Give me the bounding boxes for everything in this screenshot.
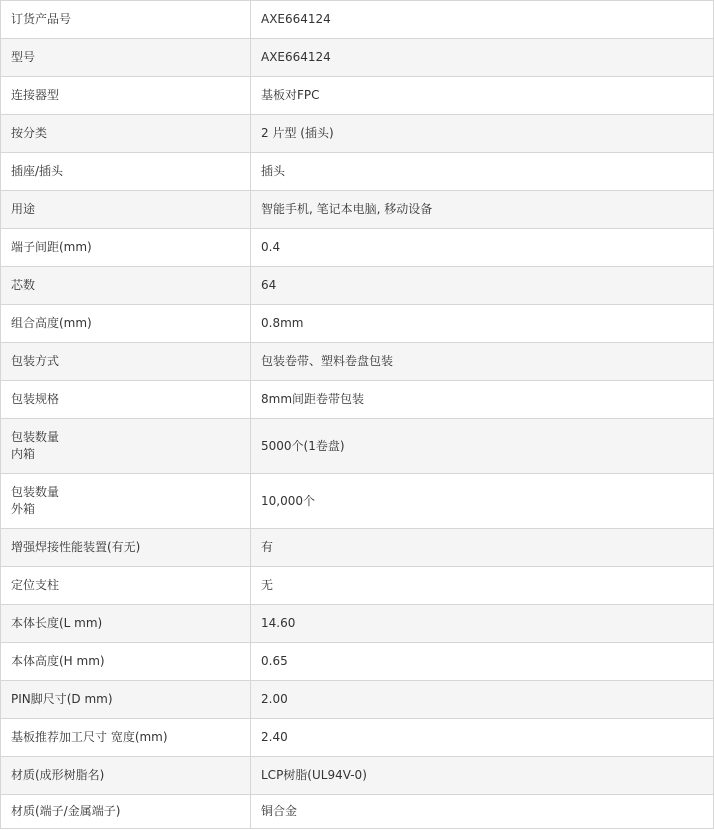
row-label: 本体长度(L mm) bbox=[1, 605, 251, 643]
row-label: 用途 bbox=[1, 191, 251, 229]
row-label: PIN脚尺寸(D mm) bbox=[1, 681, 251, 719]
row-value: 基板对FPC bbox=[251, 77, 714, 115]
table-row bbox=[1, 757, 714, 795]
row-label: 插座/插头 bbox=[1, 153, 251, 191]
row-label: 组合高度(mm) bbox=[1, 305, 251, 343]
table-row bbox=[1, 267, 714, 305]
row-label: 订货产品号 bbox=[1, 1, 251, 39]
row-value: 0.8mm bbox=[251, 305, 714, 343]
row-value: 14.60 bbox=[251, 605, 714, 643]
row-value: 8mm间距卷带包装 bbox=[251, 381, 714, 419]
row-label-line-2: 内箱 bbox=[11, 447, 36, 461]
row-value: 2 片型 (插头) bbox=[251, 115, 714, 153]
row-value: 5000个(1卷盘) bbox=[251, 419, 714, 474]
row-label: 型号 bbox=[1, 39, 251, 77]
row-label: 本体高度(H mm) bbox=[1, 643, 251, 681]
row-label: 材质(成形树脂名) bbox=[1, 757, 251, 795]
row-label-line-2: 外箱 bbox=[11, 502, 36, 516]
row-label: 包装规格 bbox=[1, 381, 251, 419]
row-label: 材质(端子/金属端子) bbox=[1, 795, 251, 829]
row-value: 插头 bbox=[251, 153, 714, 191]
row-value: 智能手机, 笔记本电脑, 移动设备 bbox=[251, 191, 714, 229]
row-label-line-1: 包装数量 bbox=[11, 430, 60, 444]
row-value: 有 bbox=[251, 529, 714, 567]
table-row bbox=[1, 305, 714, 343]
table-row bbox=[1, 191, 714, 229]
table-row bbox=[1, 681, 714, 719]
row-label: 基板推荐加工尺寸 宽度(mm) bbox=[1, 719, 251, 757]
row-label: 包装方式 bbox=[1, 343, 251, 381]
table-row bbox=[1, 529, 714, 567]
row-value: 10,000个 bbox=[251, 474, 714, 529]
table-row bbox=[1, 1, 714, 39]
row-value: AXE664124 bbox=[251, 1, 714, 39]
row-label bbox=[1, 474, 251, 529]
row-label: 增强焊接性能装置(有无) bbox=[1, 529, 251, 567]
row-label-line-1: 包装数量 bbox=[11, 485, 60, 499]
table-row bbox=[1, 643, 714, 681]
table-row bbox=[1, 115, 714, 153]
row-label: 端子间距(mm) bbox=[1, 229, 251, 267]
table-row bbox=[1, 605, 714, 643]
row-value: 64 bbox=[251, 267, 714, 305]
row-label: 连接器型 bbox=[1, 77, 251, 115]
row-value: LCP树脂(UL94V-0) bbox=[251, 757, 714, 795]
row-label: 芯数 bbox=[1, 267, 251, 305]
table-row bbox=[1, 567, 714, 605]
table-row bbox=[1, 343, 714, 381]
row-value: 2.40 bbox=[251, 719, 714, 757]
table-row bbox=[1, 229, 714, 267]
row-value: 0.4 bbox=[251, 229, 714, 267]
row-value: 包装卷带、塑料卷盘包装 bbox=[251, 343, 714, 381]
row-label: 定位支柱 bbox=[1, 567, 251, 605]
table-row bbox=[1, 719, 714, 757]
row-value: AXE664124 bbox=[251, 39, 714, 77]
table-row bbox=[1, 795, 714, 829]
table-row bbox=[1, 77, 714, 115]
row-value: 2.00 bbox=[251, 681, 714, 719]
table-row bbox=[1, 381, 714, 419]
row-label: 按分类 bbox=[1, 115, 251, 153]
table-row bbox=[1, 39, 714, 77]
table-row bbox=[1, 474, 714, 529]
row-value: 无 bbox=[251, 567, 714, 605]
row-value: 0.65 bbox=[251, 643, 714, 681]
table-row bbox=[1, 419, 714, 474]
table-row bbox=[1, 153, 714, 191]
row-value: 铜合金 bbox=[251, 795, 714, 829]
row-label bbox=[1, 419, 251, 474]
